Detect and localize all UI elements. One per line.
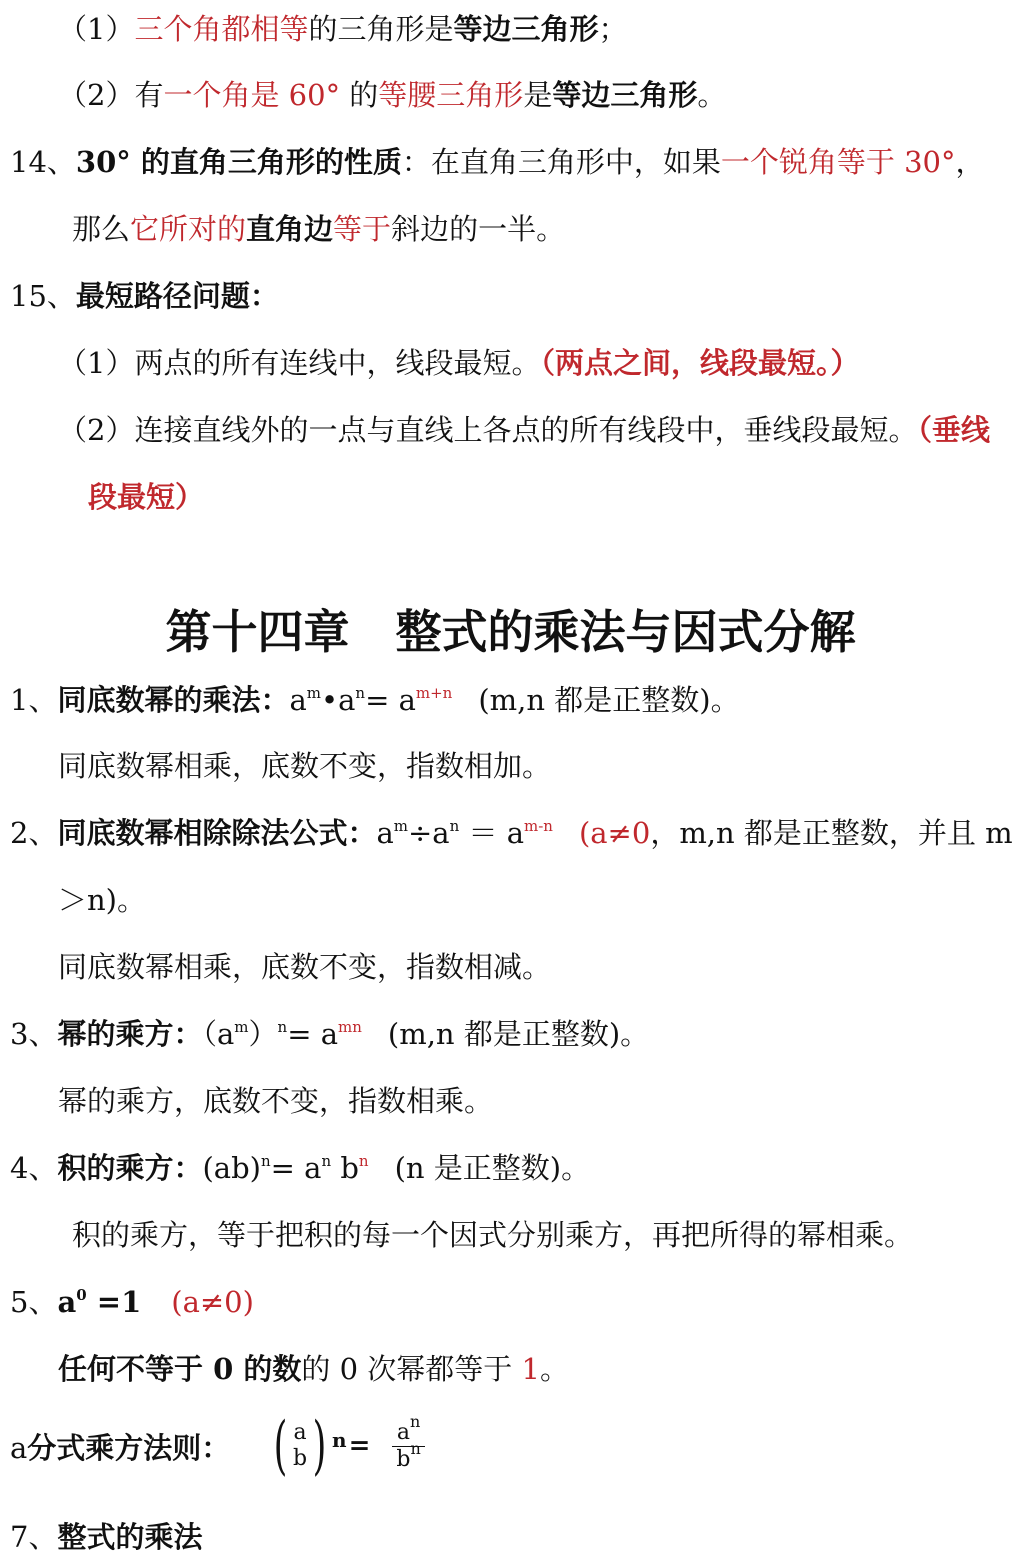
formula: $a^m\div a^n = a^{m-n}$ <box>376 816 553 850</box>
rule-5-desc <box>58 1349 569 1389</box>
rule-3-desc: 幂的乘方，底数不变，指数相乘。 <box>58 1084 494 1118</box>
fraction-result: $\frac{a^n}{b^n}$ <box>392 1420 424 1473</box>
text: ：在直角三角形中，如果 <box>401 145 721 179</box>
rule-4-desc: 积的乘方，等于把积的每一个因式分别乘方，再把所得的幂相乘。 <box>72 1218 914 1252</box>
item-15-1 <box>58 343 859 383</box>
highlight: 它所对的 <box>130 212 247 246</box>
highlight: 等于 <box>333 212 392 246</box>
rule-6 <box>10 1428 230 1468</box>
rule-name: 整式的乘法 <box>57 1520 203 1554</box>
item-number: 7、 <box>10 1520 58 1554</box>
highlight: 1 <box>521 1352 540 1386</box>
formula: $(a^m)^n= a^{mn}$ <box>202 1017 362 1051</box>
highlight: （两点之间，线段最短。） <box>540 346 860 380</box>
text: 的三角形是 <box>308 12 454 46</box>
text: ； <box>598 12 628 46</box>
item-14-cont <box>72 209 565 249</box>
highlight: 等腰三角形 <box>378 78 524 112</box>
term: 直角边 <box>246 212 334 246</box>
formula: $a^0 =1$ <box>57 1285 142 1319</box>
paren-right: ) <box>312 1409 327 1483</box>
text: 的 0 次幂都等于 <box>301 1352 522 1386</box>
text: 。 <box>697 78 727 112</box>
item-2 <box>58 75 726 115</box>
item-number: 2、 <box>10 816 58 850</box>
text: （1） <box>58 12 135 46</box>
text: 斜边的一半。 <box>391 212 566 246</box>
rule-1 <box>10 680 740 720</box>
formula: $a^m•a^n= a^{m+n}$ <box>289 683 453 717</box>
highlight: 段最短） <box>88 480 205 514</box>
rule-1-desc: 同底数幂相乘，底数不变，指数相加。 <box>58 749 552 783</box>
text: （2）有 <box>58 78 164 112</box>
rule-2-desc: 同底数幂相乘，底数不变，指数相减。 <box>58 950 552 984</box>
paren-left: ( <box>273 1409 288 1483</box>
term: 等边三角形 <box>453 12 599 46</box>
rule-2 <box>10 813 1013 853</box>
item-15-2-cont <box>88 477 204 517</box>
condition: (m,n 都是正整数)。 <box>478 683 740 717</box>
highlight: （垂线 <box>917 413 990 447</box>
rule-4 <box>10 1148 590 1188</box>
term: 最短路径问题： <box>75 279 279 313</box>
rule-3 <box>10 1014 649 1054</box>
condition-highlight: (a≠0) <box>171 1285 254 1319</box>
rule-2-cont: ＞n)。 <box>58 883 146 917</box>
chapter-title: 第十四章 整式的乘法与因式分解 <box>165 605 856 659</box>
rule-7 <box>10 1517 202 1557</box>
item-number: 5、 <box>10 1285 58 1319</box>
fraction-power-formula <box>268 1409 429 1484</box>
item-number: 15、 <box>10 279 76 313</box>
term: 30° <box>75 145 131 179</box>
condition: ，m,n 都是正整数，并且 m <box>650 816 1013 850</box>
exponent: n <box>332 1428 347 1452</box>
item-15 <box>10 276 279 316</box>
text: （1）两点的所有连线中，线段最短。 <box>58 346 541 380</box>
item-number: 14、 <box>10 145 76 179</box>
item-number: 1、 <box>10 683 58 717</box>
text: 。 <box>539 1352 569 1386</box>
term: 任何不等于 0 的数 <box>58 1352 302 1386</box>
item-number: a <box>10 1431 28 1465</box>
item-number: 3、 <box>10 1017 58 1051</box>
condition: (m,n 都是正整数)。 <box>387 1017 650 1051</box>
term: 的直角三角形的性质 <box>130 145 402 179</box>
formula: $(ab)^n= a^n$ $b^n$ <box>202 1151 369 1185</box>
text: 是 <box>523 78 553 112</box>
rule-name: 积的乘方： <box>57 1151 203 1185</box>
item-15-2 <box>58 410 990 450</box>
fraction-inner: a b <box>292 1420 308 1471</box>
rule-5 <box>10 1282 254 1322</box>
text: 那么 <box>72 212 131 246</box>
rule-name: 分式乘方法则： <box>27 1431 231 1465</box>
equals: = <box>348 1431 371 1461</box>
item-14 <box>10 142 985 182</box>
highlight: 一个锐角等于 30° <box>720 145 956 179</box>
highlight: 三个角都相等 <box>134 12 309 46</box>
item-number: 4、 <box>10 1151 58 1185</box>
condition-highlight: (a≠0 <box>578 816 651 850</box>
rule-name: 同底数幂相除除法公式： <box>57 816 377 850</box>
condition: (n 是正整数)。 <box>394 1151 591 1185</box>
rule-name: 同底数幂的乘法： <box>57 683 290 717</box>
text: （2）连接直线外的一点与直线上各点的所有线段中，垂线段最短。 <box>58 413 918 447</box>
text: ， <box>955 145 985 179</box>
text: 的 <box>340 78 379 112</box>
highlight: 一个角是 60° <box>163 78 341 112</box>
rule-name: 幂的乘方： <box>57 1017 203 1051</box>
term: 等边三角形 <box>552 78 698 112</box>
item-1 <box>58 9 628 49</box>
